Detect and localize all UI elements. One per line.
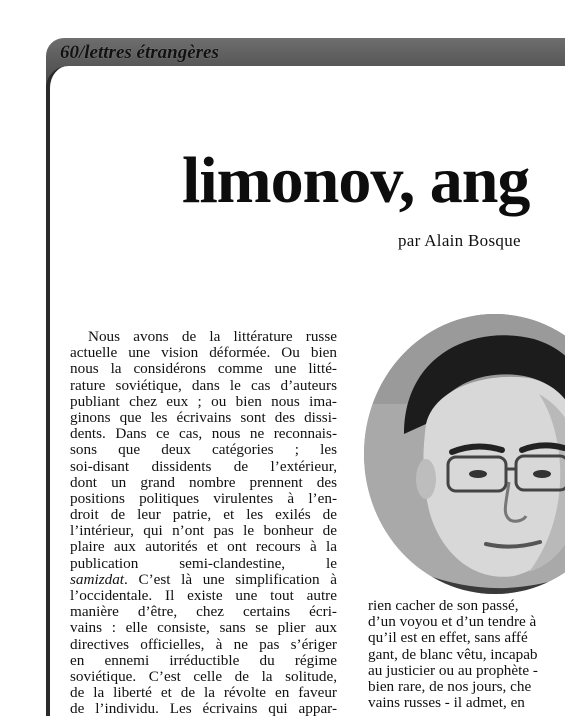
italic-term: samizdat <box>70 571 125 588</box>
author-portrait-photo <box>364 314 565 594</box>
text-line: bien rare, de nos jours, che <box>368 677 532 695</box>
text-line: dents. Dans ce cas, nous ne reconnais- <box>70 426 337 443</box>
text-line: ginons que les écrivains sont des dissi- <box>70 409 337 426</box>
article-title: limonov, ang <box>182 144 530 217</box>
text-line: manière d’être, chez certains écri- <box>70 604 337 621</box>
text-line: vains : elle consiste, sans se plier aux <box>70 620 337 637</box>
text-line: rature soviétique, dans le cas d’auteurs <box>70 377 337 394</box>
text-line: soi-disant dissidents de l’extérieur, <box>70 458 337 475</box>
text-line: rien cacher de son passé, <box>368 597 519 614</box>
text-line: samizdat. C’est là une simplification à <box>70 571 337 588</box>
body-column-left <box>70 329 337 716</box>
article-byline: par Alain Bosque <box>398 231 521 250</box>
text-line: gant, de blanc vêtu, incapab <box>368 645 538 663</box>
text-line: plaire aux autorités et ont recours à la <box>70 539 337 556</box>
text-line: directives officielles, à ne pas s’ériger <box>70 636 337 653</box>
text-line: droit de leur patrie, et les exilés de <box>70 507 337 524</box>
text-line: publiant chez eux ; ou bien nous ima- <box>70 393 337 410</box>
text-line: l’occidentale. Il existe une tout autre <box>70 588 337 604</box>
text-line: de l’individu. Les écrivains qui appar- <box>70 701 337 716</box>
text-line: l’intérieur, qui n’ont pas le bonheur de <box>70 523 337 540</box>
text-line: vains russes - il admet, en <box>368 694 525 712</box>
text-line: qu’il est en effet, sans affé <box>368 629 528 647</box>
text-line: Nous avons de la littérature russe <box>88 329 337 345</box>
portrait-illustration <box>364 314 565 594</box>
text-line: en ennemi irréductible du régime <box>70 652 337 669</box>
text-line: positions politiques virulentes à l’en- <box>70 490 337 507</box>
body-column-right <box>368 598 565 711</box>
section-label: 60/lettres étrangères <box>60 42 219 63</box>
text-line: d’un voyou et d’un tendre à <box>368 613 537 631</box>
text-line: dont un grand nombre prennent des <box>70 474 337 491</box>
text-line: sons que deux catégories ; les <box>70 442 337 459</box>
text-line: de la liberté et de la révolte en faveur <box>70 685 337 702</box>
text-line: publication semi-clandestine, le <box>70 555 337 572</box>
text-line: actuelle une vision déformée. Ou bien <box>70 345 337 362</box>
text-line: nous la considérons comme une litté- <box>70 361 337 378</box>
text-line: soviétique. C’est celle de la solitude, <box>70 668 337 685</box>
text-line: au justicier ou au prophète - <box>368 661 538 679</box>
